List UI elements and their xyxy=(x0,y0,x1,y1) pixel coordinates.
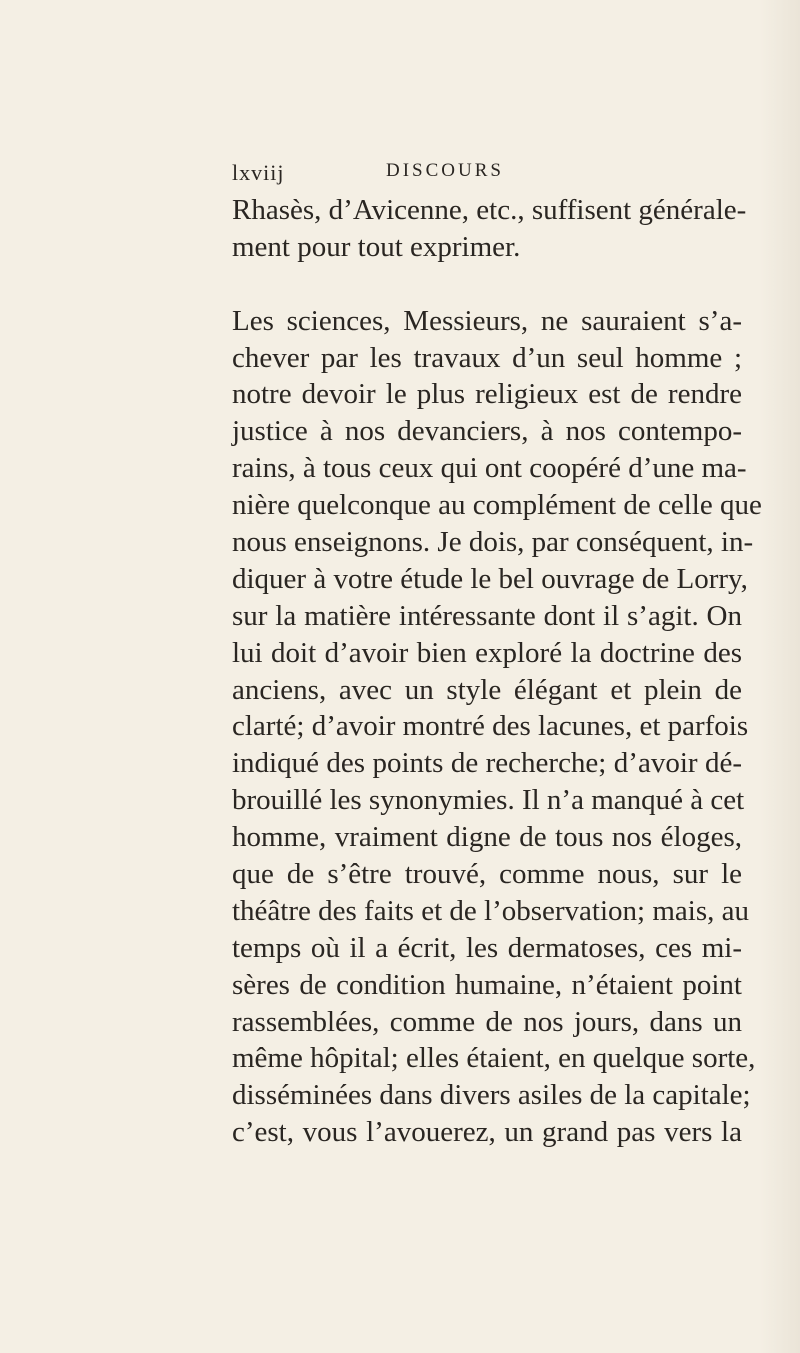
text-line: même hôpital; elles étaient, en quelque sorte, xyxy=(232,1042,756,1075)
text-line: théâtre des faits et de l’observation; mais, au xyxy=(232,894,749,927)
paragraph-1 xyxy=(232,192,747,266)
text-line: homme, vraiment digne de tous nos éloges, xyxy=(232,821,742,854)
body-text xyxy=(232,192,762,1151)
text-line: rassemblées, comme de nos jours, dans un xyxy=(232,1005,742,1038)
page-header xyxy=(232,160,732,194)
text-line: anciens, avec un style élégant et plein de xyxy=(232,673,742,706)
paragraph-gap xyxy=(232,266,742,303)
text-line: que de s’être trouvé, comme nous, sur le xyxy=(232,858,742,891)
text-line: lui doit d’avoir bien exploré la doctrine des xyxy=(232,636,742,669)
text-line: ment pour tout exprimer. xyxy=(232,230,521,263)
text-line: nière quelconque au complément de celle que xyxy=(232,489,762,522)
text-line: clarté; d’avoir montré des lacunes, et parfois xyxy=(232,710,749,743)
text-line: sères de condition humaine, n’étaient point xyxy=(232,968,742,1001)
text-line: c’est, vous l’avouerez, un grand pas vers la xyxy=(232,1116,742,1149)
text-line: indiqué des points de recherche; d’avoir dé- xyxy=(232,747,742,780)
page-number: lxviij xyxy=(232,160,285,185)
text-line: notre devoir le plus religieux est de rendre xyxy=(232,378,742,411)
text-line: disséminées dans divers asiles de la capitale; xyxy=(232,1079,751,1112)
text-line: Les sciences, Messieurs, ne sauraient s’a- xyxy=(232,304,742,337)
text-line: justice à nos devanciers, à nos contempo- xyxy=(232,415,742,448)
text-line: diquer à votre étude le bel ouvrage de Lorry, xyxy=(232,562,748,595)
text-line: rains, à tous ceux qui ont coopéré d’une ma- xyxy=(232,452,747,485)
text-line: nous enseignons. Je dois, par conséquent, in- xyxy=(232,526,754,559)
paragraph-2 xyxy=(232,303,762,1151)
text-line: sur la matière intéressante dont il s’agit. On xyxy=(232,599,742,632)
text-line: Rhasès, d’Avicenne, etc., suffisent générale- xyxy=(232,194,747,226)
text-line: brouillé les synonymies. Il n’a manqué à cet xyxy=(232,784,745,817)
text-line: temps où il a écrit, les dermatoses, ces mi- xyxy=(232,931,742,964)
running-head: DISCOURS xyxy=(386,160,504,181)
text-line: chever par les travaux d’un seul homme ; xyxy=(232,341,742,374)
